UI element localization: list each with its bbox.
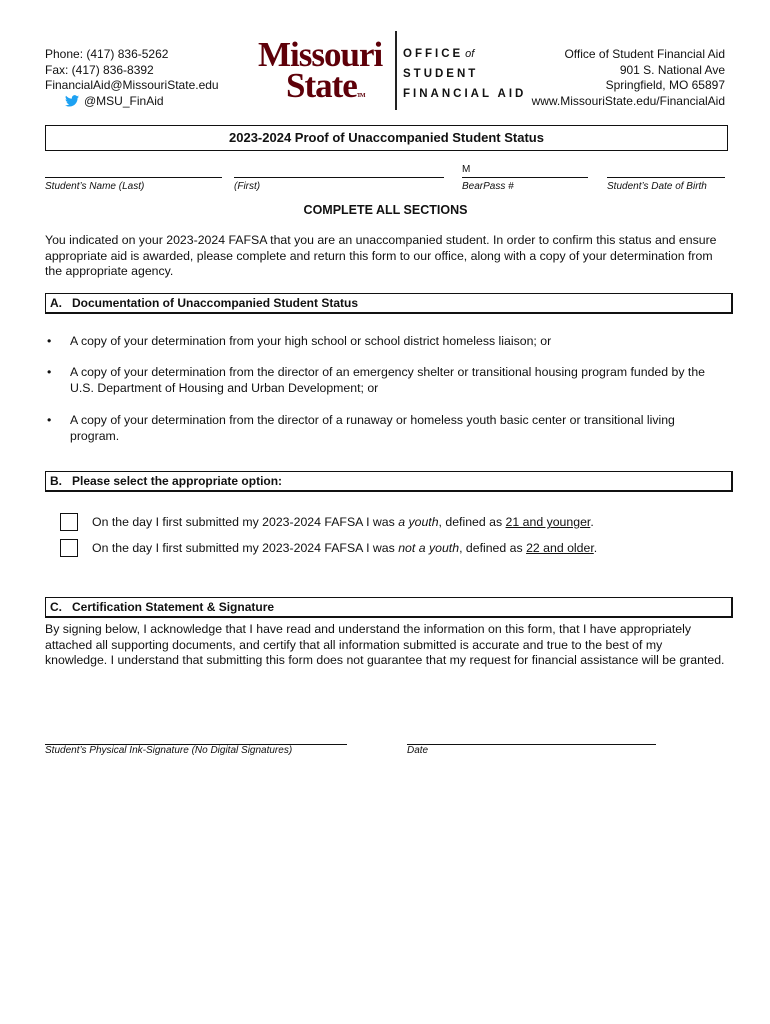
email-text: FinancialAid@MissouriState.edu (45, 78, 219, 92)
bullet-symbol: • (47, 413, 52, 427)
twitter-handle: @MSU_FinAid (84, 93, 164, 108)
option-emph: a youth (398, 515, 439, 529)
option-mid: , defined as (459, 541, 527, 555)
option-prefix: On the day I first submitted my 2023-2024 FAFSA I was (92, 541, 399, 555)
option-not-youth-text (92, 541, 597, 555)
list-item (45, 333, 725, 349)
bullet-text: A copy of your determination from the director of an emergency shelter or transitional housing program funded by the U.S. Department of Housing and Urban Development; or (70, 365, 706, 395)
date-field[interactable] (407, 744, 656, 756)
option-youth-text (92, 515, 594, 529)
twitter-row (45, 94, 219, 110)
middle-initial-label: M (462, 164, 471, 175)
form-title: 2023-2024 Proof of Unaccompanied Student Status (45, 125, 728, 151)
option-mid: , defined as (438, 515, 506, 529)
intro-text: You indicated on your 2023-2024 FAFSA that you are an unaccompanied student. In order to confirm this status and ensure appropriate aid is awarded, please complete and return this form to our office, along with a copy of your determination from the appropriate agency. (45, 233, 717, 278)
first-name-field[interactable] (234, 164, 444, 192)
complete-all-heading: COMPLETE ALL SECTIONS (303, 203, 468, 217)
section-a-header (45, 293, 733, 314)
signature-field[interactable] (45, 744, 347, 756)
logo-tm: TM (356, 93, 365, 99)
office-line1: OFFICE (403, 48, 464, 60)
last-name-label: Student’s Name (Last) (45, 181, 145, 192)
bullet-text: A copy of your determination from the director of a runaway or homeless youth basic center or transitional living program. (70, 413, 675, 443)
section-c-letter: C. (50, 600, 62, 614)
section-a-letter: A. (50, 296, 62, 310)
bullet-symbol: • (47, 334, 52, 348)
option-underlined: 22 and older (526, 541, 594, 555)
dob-field[interactable] (607, 164, 725, 192)
section-b-letter: B. (50, 474, 62, 488)
fax-text: Fax: (417) 836-8392 (45, 62, 154, 77)
first-name-label: (First) (234, 181, 261, 192)
address-name: Office of Student Financial Aid (564, 47, 725, 61)
logo-line2-text: State (286, 66, 357, 105)
last-name-field[interactable] (45, 164, 222, 192)
option-underlined: 21 and younger (505, 515, 591, 529)
option-not-youth[interactable] (60, 539, 597, 557)
option-prefix: On the day I first submitted my 2023-2024 FAFSA I was (92, 515, 399, 529)
bearpass-label: BearPass # (462, 181, 514, 192)
address-city: Springfield, MO 65897 (605, 78, 725, 92)
option-emph: not a youth (398, 541, 460, 555)
twitter-icon (65, 95, 79, 107)
dob-line[interactable] (607, 164, 725, 178)
certification-text: By signing below, I acknowledge that I have read and understand the information on this form, that I have appropriately attached all supporting documents, and certify that all information submitted is accurate and true to the best of my knowledge. I understand that submitting this form does not guarantee that my request for financial assistance will be granted. (45, 622, 725, 667)
option-youth[interactable] (60, 513, 594, 531)
section-c-title: Certification Statement & Signature (72, 600, 275, 614)
office-wordmark (403, 44, 526, 104)
youth-checkbox[interactable] (60, 513, 78, 531)
header-divider (395, 31, 397, 110)
section-c-header (45, 597, 733, 618)
section-a-title: Documentation of Unaccompanied Student Status (72, 296, 359, 310)
list-item (45, 364, 725, 396)
list-item (45, 412, 725, 444)
office-line2: STUDENT (403, 68, 479, 80)
date-label: Date (407, 745, 429, 756)
dob-label: Student’s Date of Birth (607, 181, 707, 192)
address-street: 901 S. National Ave (619, 62, 725, 77)
address-web: www.MissouriState.edu/FinancialAid (531, 93, 725, 108)
office-of: of (465, 48, 475, 60)
bearpass-line[interactable] (462, 164, 588, 178)
logo-line1: Missouri (258, 35, 383, 74)
office-line3: FINANCIAL AID (403, 88, 527, 100)
bullet-symbol: • (47, 365, 52, 379)
signature-label: Student’s Physical Ink-Signature (No Digital Signatures) (45, 745, 293, 756)
logo-line2 (258, 66, 388, 112)
option-suffix: . (590, 515, 594, 529)
office-address (532, 47, 725, 109)
section-b-header (45, 471, 733, 492)
first-name-line[interactable] (234, 164, 444, 178)
contact-info (45, 47, 219, 109)
missouri-state-logo (258, 35, 388, 105)
phone-text: Phone: (417) 836-5262 (45, 47, 169, 61)
option-suffix: . (593, 541, 598, 555)
bullet-text: A copy of your determination from your high school or school district homeless liaison; or (70, 334, 552, 348)
bearpass-field[interactable] (462, 164, 588, 192)
not-youth-checkbox[interactable] (60, 539, 78, 557)
last-name-line[interactable] (45, 164, 222, 178)
section-b-title: Please select the appropriate option: (72, 474, 283, 488)
